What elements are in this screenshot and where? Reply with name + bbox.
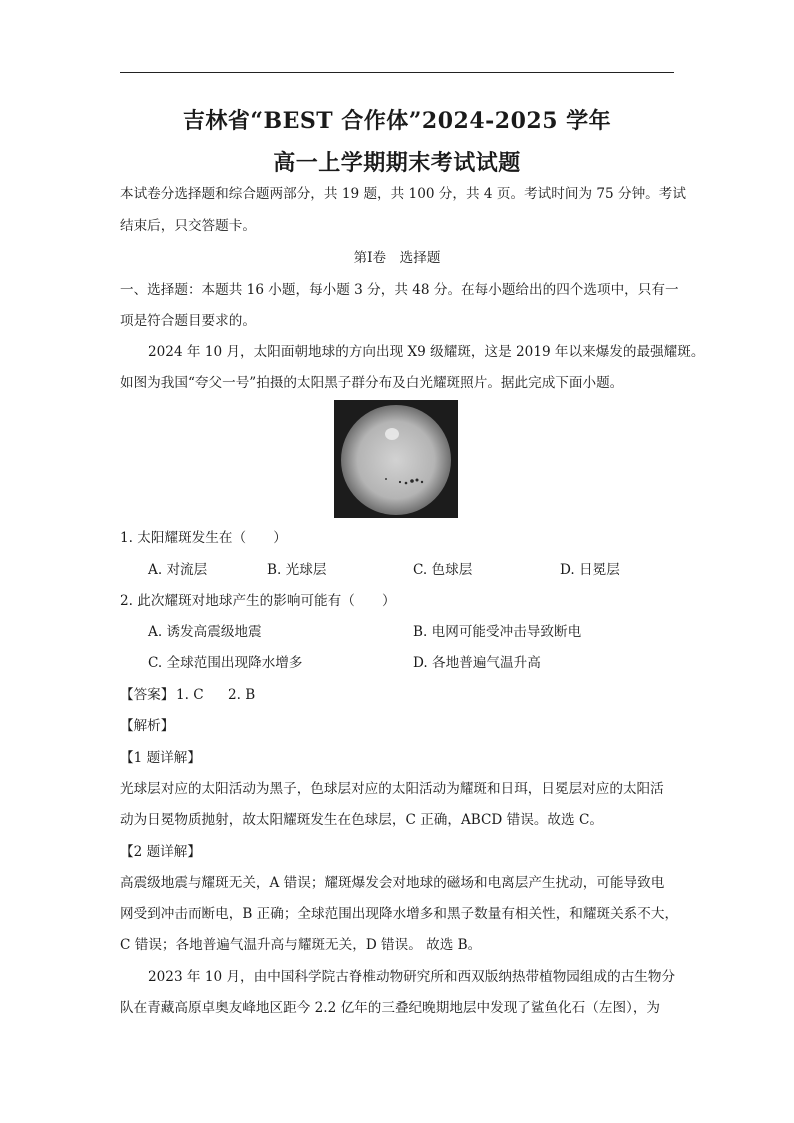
answer-q2: 2. B bbox=[228, 687, 256, 703]
analysis-label: 【解析】 bbox=[120, 718, 175, 734]
question-2-option-d[interactable]: D. 各地普遍气温升高 bbox=[413, 655, 541, 671]
question-2-stem: 2. 此次耀斑对地球产生的影响可能有（ ） bbox=[120, 593, 396, 609]
question-1-stem: 1. 太阳耀斑发生在（ ） bbox=[120, 530, 287, 546]
detail-2-line-1: 高震级地震与耀斑无关，A 错误；耀斑爆发会对地球的磁场和电离层产生扰动，可能导致电 bbox=[120, 875, 665, 891]
question-1-option-a[interactable]: A. 对流层 bbox=[148, 562, 208, 578]
passage2-line-1: 2023 年 10 月，由中国科学院古脊椎动物研究所和西双版纳热带植物园组成的古生物分 bbox=[148, 969, 676, 985]
section-heading: 第Ⅰ卷 选择题 bbox=[353, 250, 441, 266]
question-2-option-a[interactable]: A. 诱发高震级地震 bbox=[148, 624, 262, 640]
passage2-line-2: 队在青藏高原卓奥友峰地区距今 2.2 亿年的三叠纪晚期地层中发现了鲨鱼化石（左图），为 bbox=[120, 1000, 661, 1016]
question-2-option-c[interactable]: C. 全球范围出现降水增多 bbox=[148, 655, 303, 671]
detail-2-line-2: 网受到冲击而断电，B 正确；全球范围出现降水增多和黑子数量有相关性，和耀斑关系不大， bbox=[120, 906, 679, 922]
detail-1-line-2: 动为日冕物质抛射，故太阳耀斑发生在色球层，C 正确，ABCD 错误。故选 C。 bbox=[120, 812, 603, 828]
question-1-option-d[interactable]: D. 日冕层 bbox=[560, 562, 620, 578]
detail-1-line-1: 光球层对应的太阳活动为黑子，色球层对应的太阳活动为耀斑和日珥，日冕层对应的太阳活 bbox=[120, 781, 664, 797]
question-1-option-c[interactable]: C. 色球层 bbox=[413, 562, 473, 578]
question-1-option-b[interactable]: B. 光球层 bbox=[267, 562, 327, 578]
instruction-line-1: 一、选择题：本题共 16 小题，每小题 3 分，共 48 分。在每小题给出的四个选项中，只有一 bbox=[120, 282, 679, 298]
sun-photo-icon bbox=[334, 400, 458, 518]
detail-2-line-3: C 错误；各地普遍气温升高与耀斑无关，D 错误。 故选 B。 bbox=[120, 937, 482, 953]
answer-label: 【答案】 bbox=[120, 687, 175, 703]
intro-line-1: 本试卷分选择题和综合题两部分，共 19 题，共 100 分，共 4 页。考试时间为 75 分钟。考试 bbox=[120, 186, 686, 202]
title-line-2: 高一上学期期末考试试题 bbox=[273, 150, 521, 176]
detail-1-label: 【1 题详解】 bbox=[120, 750, 201, 766]
intro-line-2: 结束后，只交答题卡。 bbox=[120, 218, 256, 234]
answer-q1: 1. C bbox=[176, 687, 204, 703]
passage1-line-2: 如图为我国“夸父一号”拍摄的太阳黑子群分布及白光耀斑照片。据此完成下面小题。 bbox=[120, 375, 624, 391]
top-rule bbox=[120, 72, 674, 73]
instruction-line-2: 项是符合题目要求的。 bbox=[120, 313, 256, 329]
passage1-line-1: 2024 年 10 月，太阳面朝地球的方向出现 X9 级耀斑，这是 2019 年以来爆发的最强耀斑。 bbox=[148, 344, 705, 360]
title-line-1: 吉林省“BEST 合作体”2024-2025 学年 bbox=[182, 108, 612, 134]
question-2-option-b[interactable]: B. 电网可能受冲击导致断电 bbox=[413, 624, 582, 640]
detail-2-label: 【2 题详解】 bbox=[120, 844, 201, 860]
